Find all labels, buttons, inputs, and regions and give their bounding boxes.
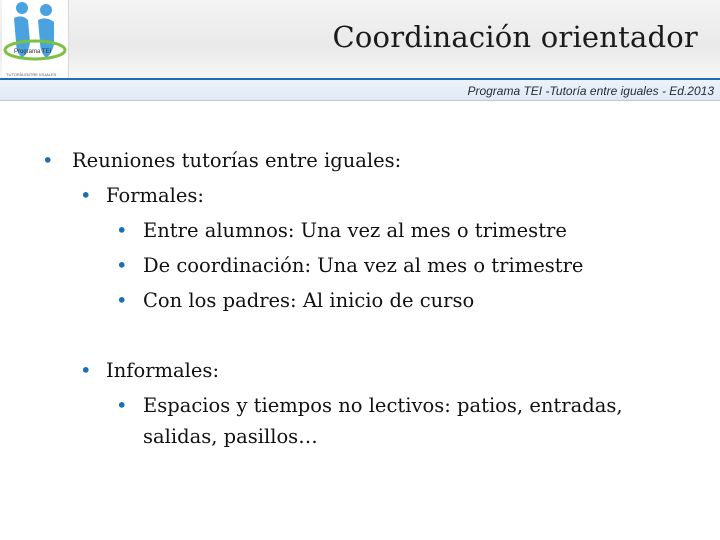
program-logo — [2, 0, 69, 78]
bullet-dot-icon: • — [42, 149, 54, 172]
slide-title: Coordinación orientador — [332, 20, 698, 54]
bullet-formales-item: Entre alumnos: Una vez al mes o trimestre — [143, 219, 567, 242]
logo-text: Programa TEI — [14, 49, 52, 55]
bullet-informales-item: Espacios y tiempos no lectivos: patios, entradas, — [143, 394, 623, 417]
bullet-informales-item-continued: salidas, pasillos… — [143, 425, 318, 448]
bullet-dot-icon: • — [116, 254, 128, 277]
bullet-formales-item: De coordinación: Una vez al mes o trimestre — [143, 254, 584, 277]
program-logo-icon — [2, 0, 68, 78]
bullet-formales-item: Con los padres: Al inicio de curso — [143, 289, 475, 312]
bullet-level1: Reuniones tutorías entre iguales: — [72, 149, 402, 172]
slide-subtitle: Programa TEI -Tutoría entre iguales - Ed.2013 — [467, 84, 714, 98]
slide-header — [0, 0, 720, 78]
bullet-dot-icon: • — [116, 289, 128, 312]
bullet-informales: Informales: — [106, 359, 220, 382]
bullet-dot-icon: • — [80, 359, 92, 382]
bullet-formales: Formales: — [106, 184, 204, 207]
bullet-dot-icon: • — [116, 219, 128, 242]
logo-subtext: TUTORÍA ENTRE IGUALES — [6, 72, 57, 77]
bullet-dot-icon: • — [80, 184, 92, 207]
bullet-dot-icon: • — [116, 394, 128, 417]
